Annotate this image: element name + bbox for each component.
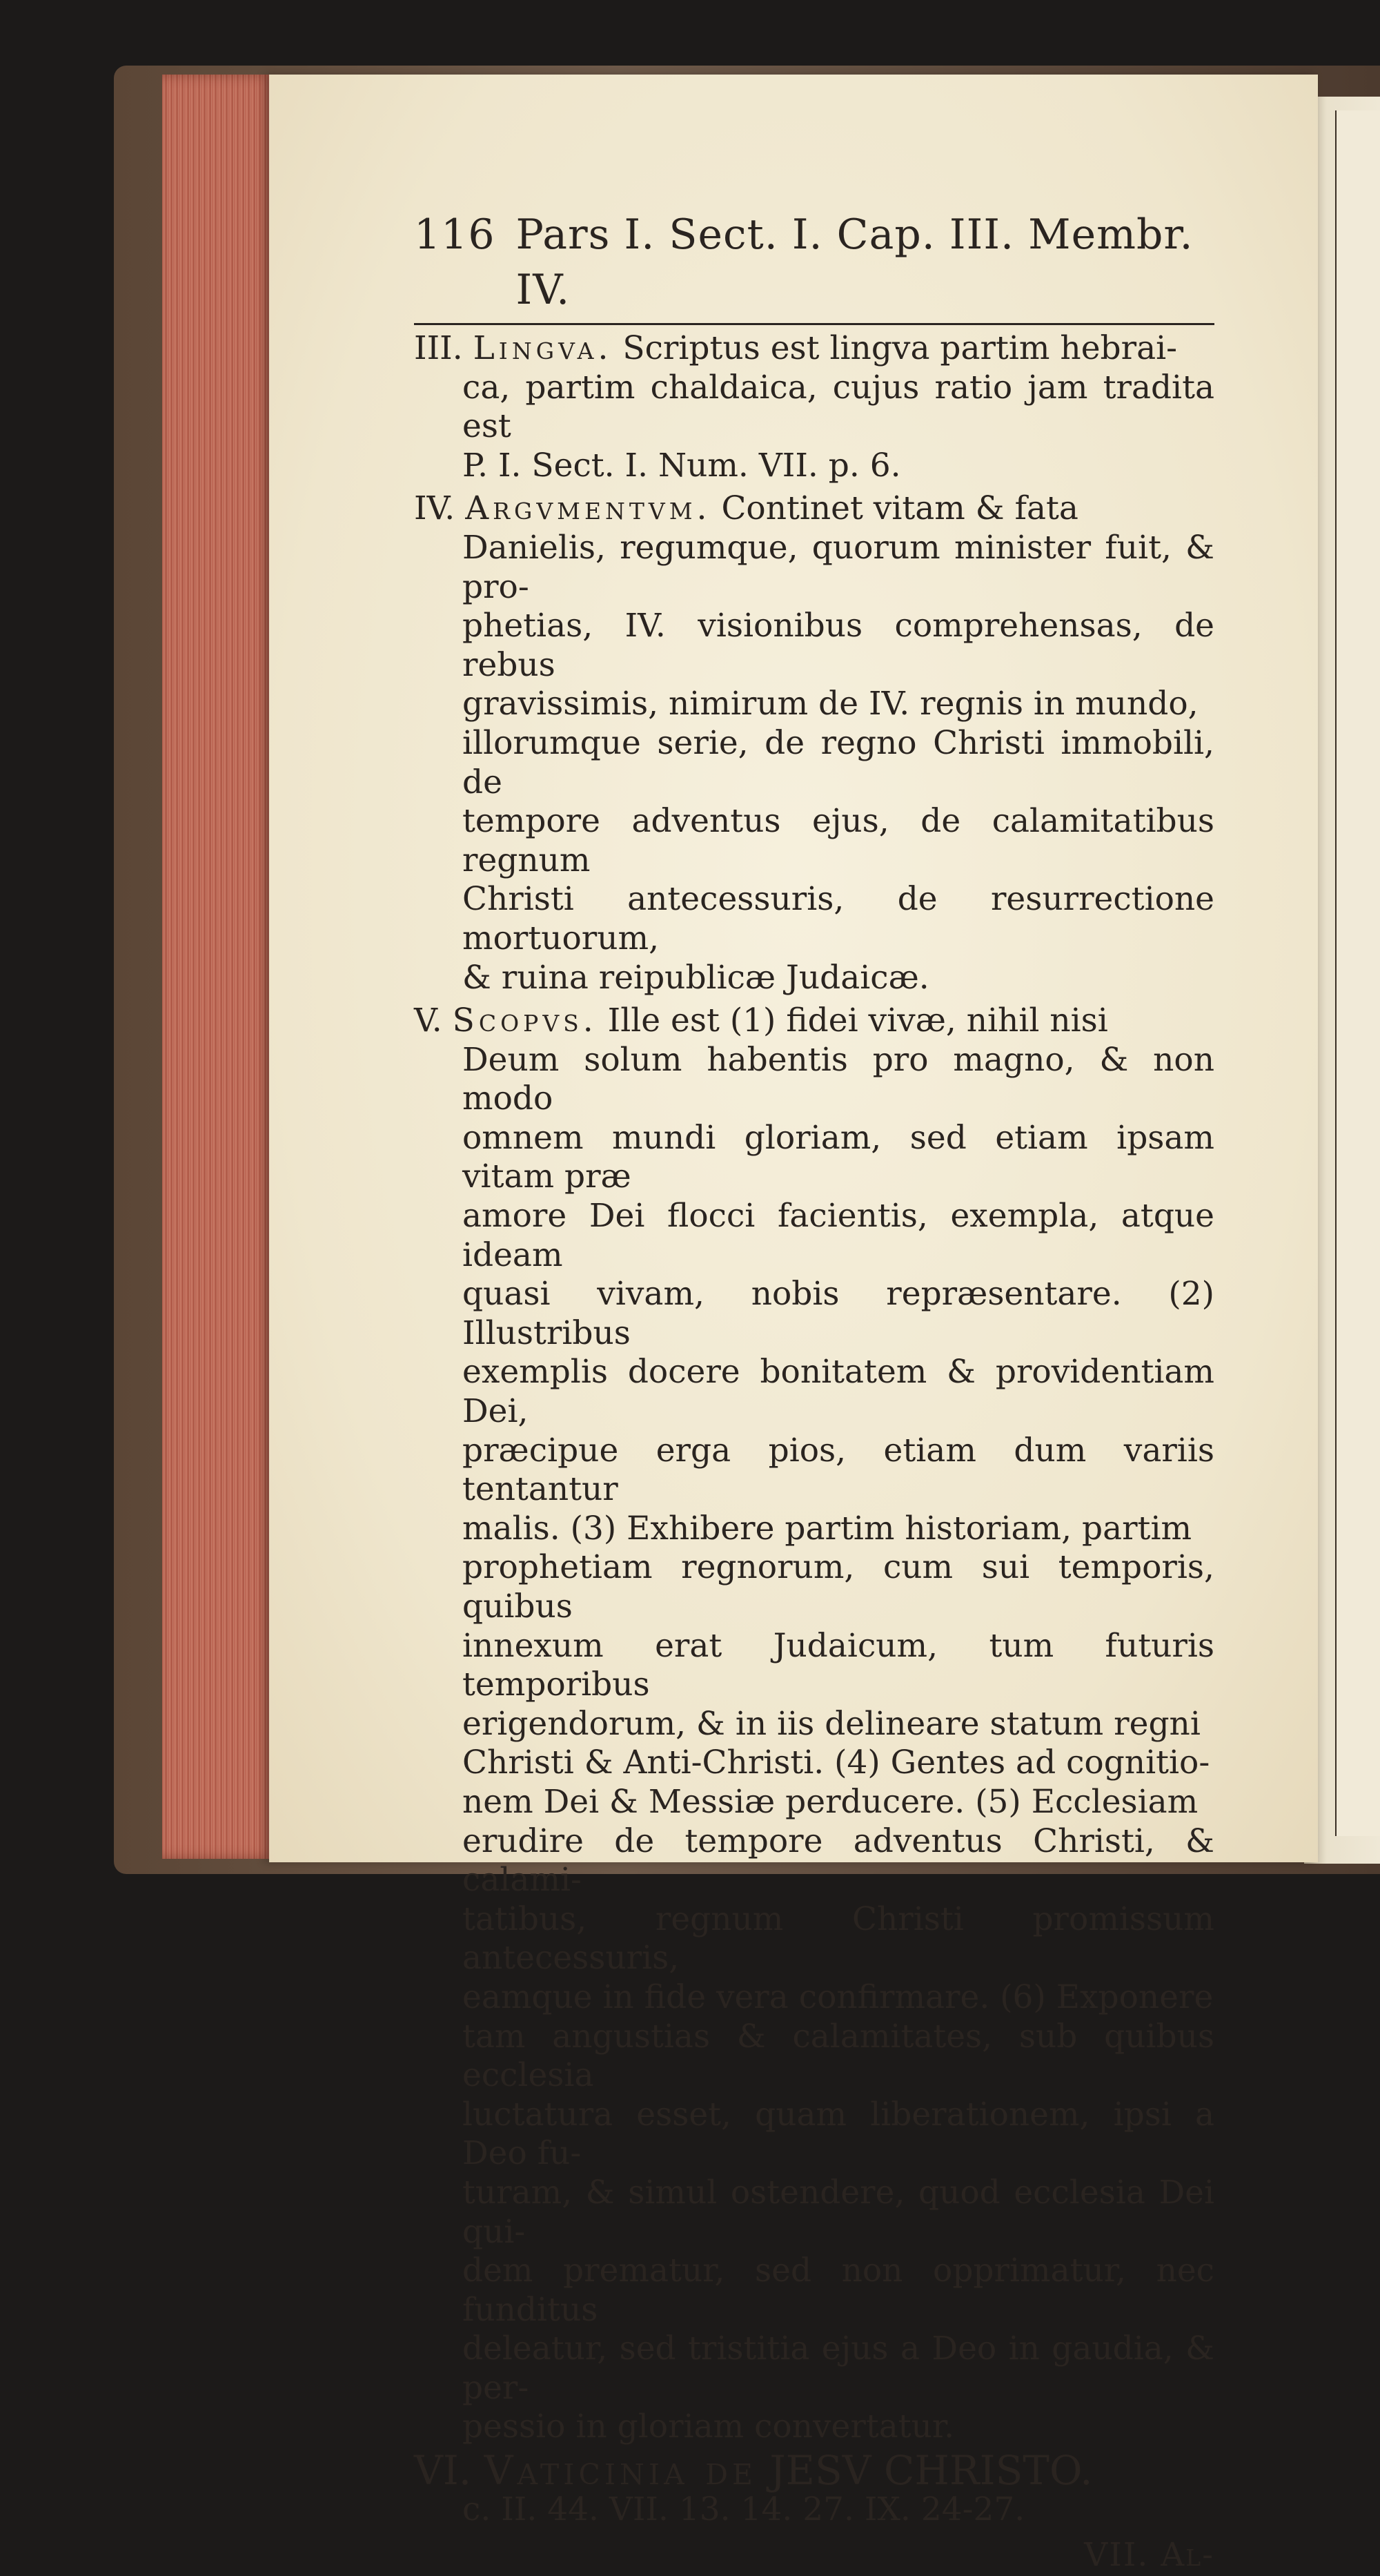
entry-line: Continet vitam & fata — [721, 489, 1078, 528]
entry-line: nem Dei & Messiæ perducere. (5) Ecclesiam — [462, 1782, 1199, 1821]
entry-line: dem prematur, sed non opprimatur, nec funditus — [462, 2252, 1214, 2329]
entry-argumentum — [414, 489, 1214, 997]
entry-label: Lingva. — [473, 329, 613, 367]
running-head — [414, 207, 1214, 325]
entry-label-large: JESV CHRISTO. — [769, 2447, 1093, 2495]
entry-line: tempore adventus ejus, de calamitatibus regnum — [462, 802, 1214, 879]
entry-number: III. — [414, 329, 463, 367]
entry-number: IV. — [414, 489, 455, 528]
entry-line: prophetiam regnorum, cum sui temporis, quibus — [462, 1548, 1214, 1626]
entry-line: pessio in gloriam convertatur. — [462, 2408, 955, 2446]
entry-line: phetias, IV. visionibus comprehensas, de rebus — [462, 607, 1214, 684]
entry-line: Christi & Anti-Christi. (4) Gentes ad cognitio- — [462, 1744, 1210, 1782]
entry-line: luctatura esset, quam liberationem, ipsi a Deo fu- — [462, 2095, 1214, 2173]
entry-head — [414, 1002, 1214, 1041]
entry-line: innexum erat Judaicum, tum futuris temporibus — [462, 1626, 1214, 1704]
entry-scopus — [414, 1002, 1214, 2447]
entry-line: exemplis docere bonitatem & providentiam Dei, — [462, 1353, 1214, 1431]
entry-line: amore Dei flocci facientis, exempla, atque ideam — [462, 1197, 1214, 1274]
entry-line: turam, & simul ostendere, quod ecclesia Dei qui- — [462, 2173, 1214, 2251]
entry-line: tatibus, regnum Christi promissum antecessuris, — [462, 1900, 1214, 1978]
entry-line: omnem mundi gloriam, sed etiam ipsam vitam præ — [462, 1118, 1214, 1196]
entry-line: eamque in fide vera confirmare. (6) Exponere — [462, 1978, 1214, 2016]
entry-number: VI. — [414, 2447, 472, 2495]
entry-line: ca, partim chaldaica, cujus ratio jam tradita est — [462, 368, 1214, 446]
entry-line: Danielis, regumque, quorum minister fuit, & pro- — [462, 528, 1214, 606]
entry-line: P. I. Sect. I. Num. VII. p. 6. — [462, 446, 901, 485]
entry-lingva — [414, 329, 1214, 485]
page-edges — [162, 75, 276, 1859]
entry-vaticinia — [414, 2447, 1214, 2529]
entry-line: deleatur, sed tristitia ejus a Deo in gaudia, & per- — [462, 2330, 1214, 2407]
entry-line: malis. (3) Exhibere partim historiam, partim — [462, 1509, 1192, 1548]
entry-line: tam angustias & calamitates, sub quibus ecclesia — [462, 2017, 1214, 2095]
catchword: VII. Al- — [1084, 2535, 1214, 2574]
entry-line: Christi antecessuris, de resurrectione mortuorum, — [462, 880, 1214, 957]
entry-line: Ille est (1) fidei vivæ, nihil nisi — [607, 1002, 1108, 1040]
entry-number: V. — [414, 1002, 442, 1040]
entry-line: præcipue erga pios, etiam dum variis tentantur — [462, 1431, 1214, 1509]
entry-label: Argvmentvm. — [465, 489, 711, 528]
page-number: 116 — [414, 211, 495, 259]
entry-head — [414, 329, 1214, 369]
entry-head — [414, 2447, 1214, 2495]
entry-line: gravissimis, nimirum de IV. regnis in mundo, — [462, 685, 1199, 723]
running-title: Pars I. Sect. I. Cap. III. Membr. IV. — [515, 211, 1194, 314]
entry-line: & ruina reipublicæ Judaicæ. — [462, 958, 929, 997]
entry-line: erigendorum, & in iis delineare statum regni — [462, 1704, 1201, 1743]
entry-label: Scopvs. — [452, 1002, 598, 1040]
entry-line: erudire de tempore adventus Christi, & calami- — [462, 1822, 1214, 1900]
entry-line: c. II. 44. VII. 13. 14. 27. IX. 24-27. — [462, 2490, 1025, 2528]
entry-line: quasi vivam, nobis repræsentare. (2) Illustribus — [462, 1275, 1214, 1352]
entry-head — [414, 489, 1214, 529]
page-text — [414, 207, 1214, 2576]
facing-page-edge — [1335, 110, 1380, 1836]
entry-line: Deum solum habentis pro magno, & non modo — [462, 1040, 1214, 1118]
entry-label: Vaticinia de — [484, 2447, 757, 2495]
entry-line: illorumque serie, de regno Christi immobili, de — [462, 723, 1214, 801]
entry-line: Scriptus est lingva partim hebrai- — [622, 329, 1177, 367]
